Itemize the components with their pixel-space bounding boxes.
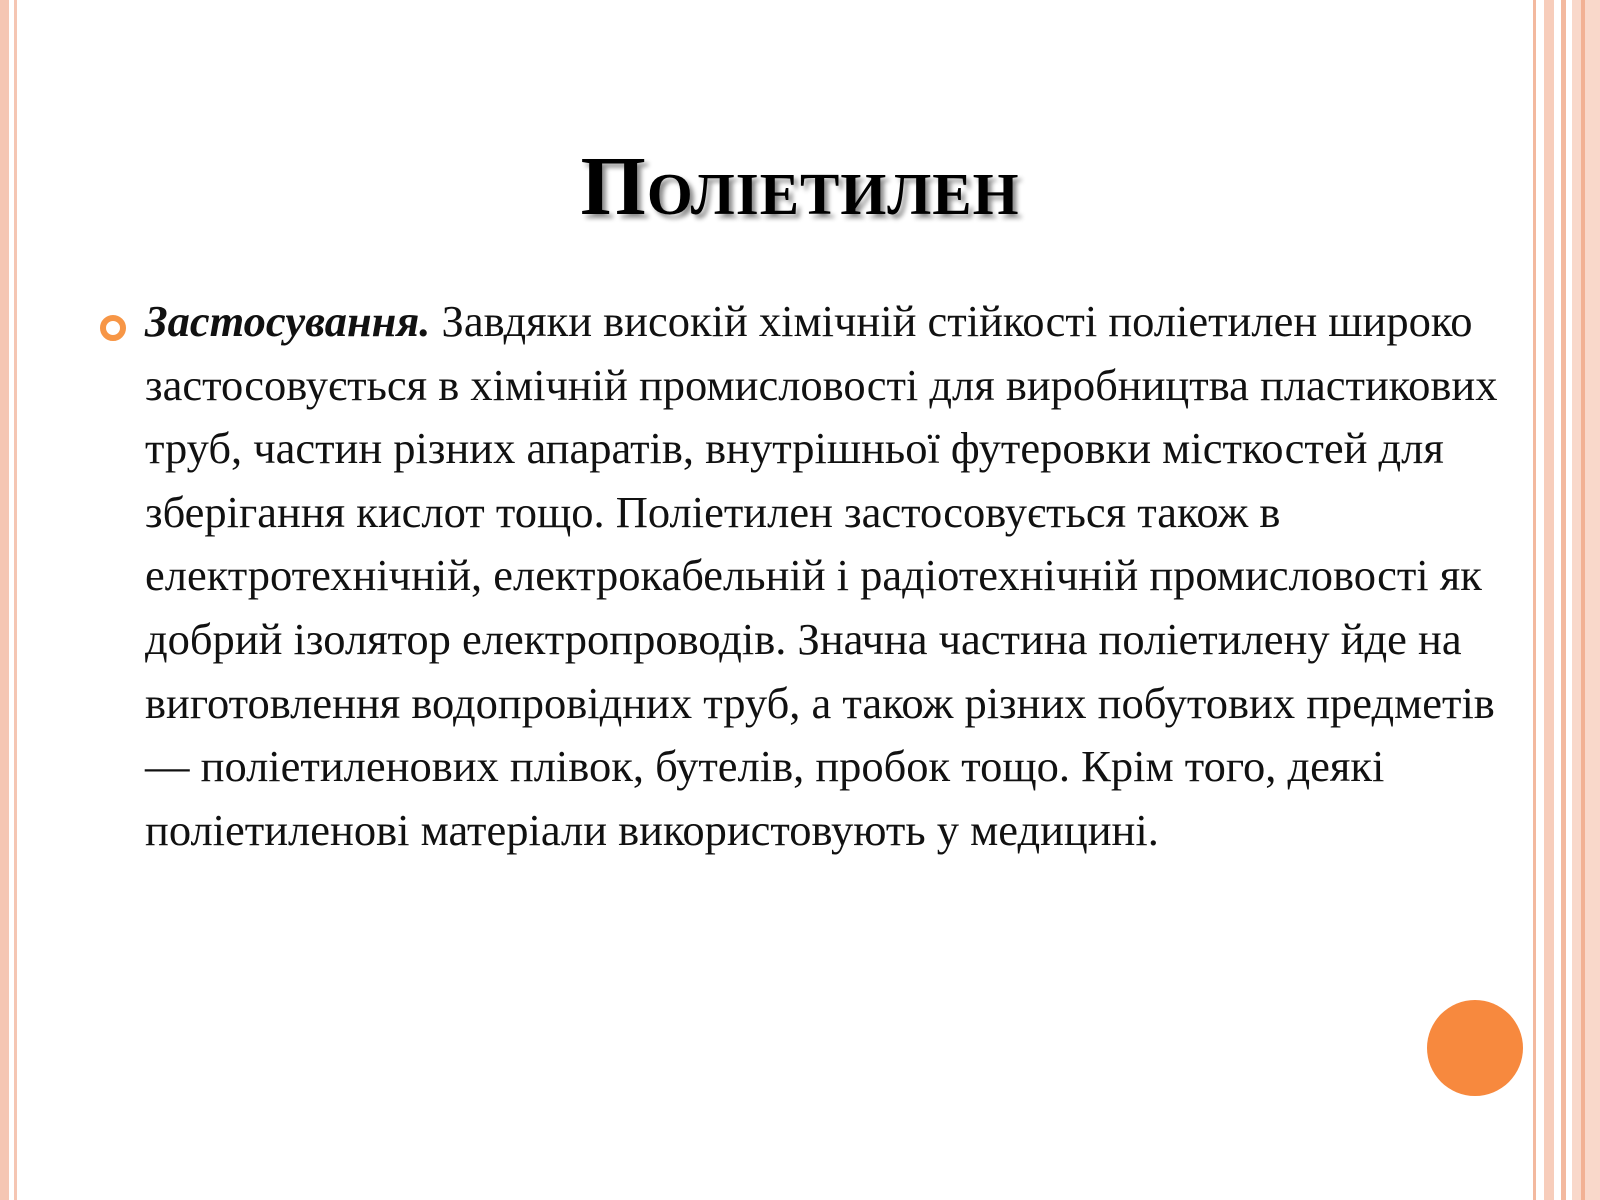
- bullet-paragraph: [145, 290, 1515, 862]
- bullet-text: Завдяки високій хімічній стійкості поліетилен широко застосовується в хімічній промисловості для виробництва пластикових труб, частин різних апаратів, внутрішньої футеровки місткостей для зберігання кислот тощо. Поліетилен застосовується також в електротехнічній, електрокабельній і радіотехнічній промисловості як добрий ізолятор електропроводів. Значна частина поліетилену йде на виготовлення водопровідних труб, а також різних побутових предметів — поліетиленових плівок, бутелів, пробок тощо. Крім того, деякі поліетиленові матеріали використовують у медицині.: [145, 296, 1498, 855]
- slide-title: Поліетилен: [580, 140, 1020, 233]
- ring-bullet-icon: [100, 315, 126, 341]
- decorative-circle-icon: [1427, 1000, 1523, 1096]
- bullet-lead: Застосування.: [145, 296, 431, 346]
